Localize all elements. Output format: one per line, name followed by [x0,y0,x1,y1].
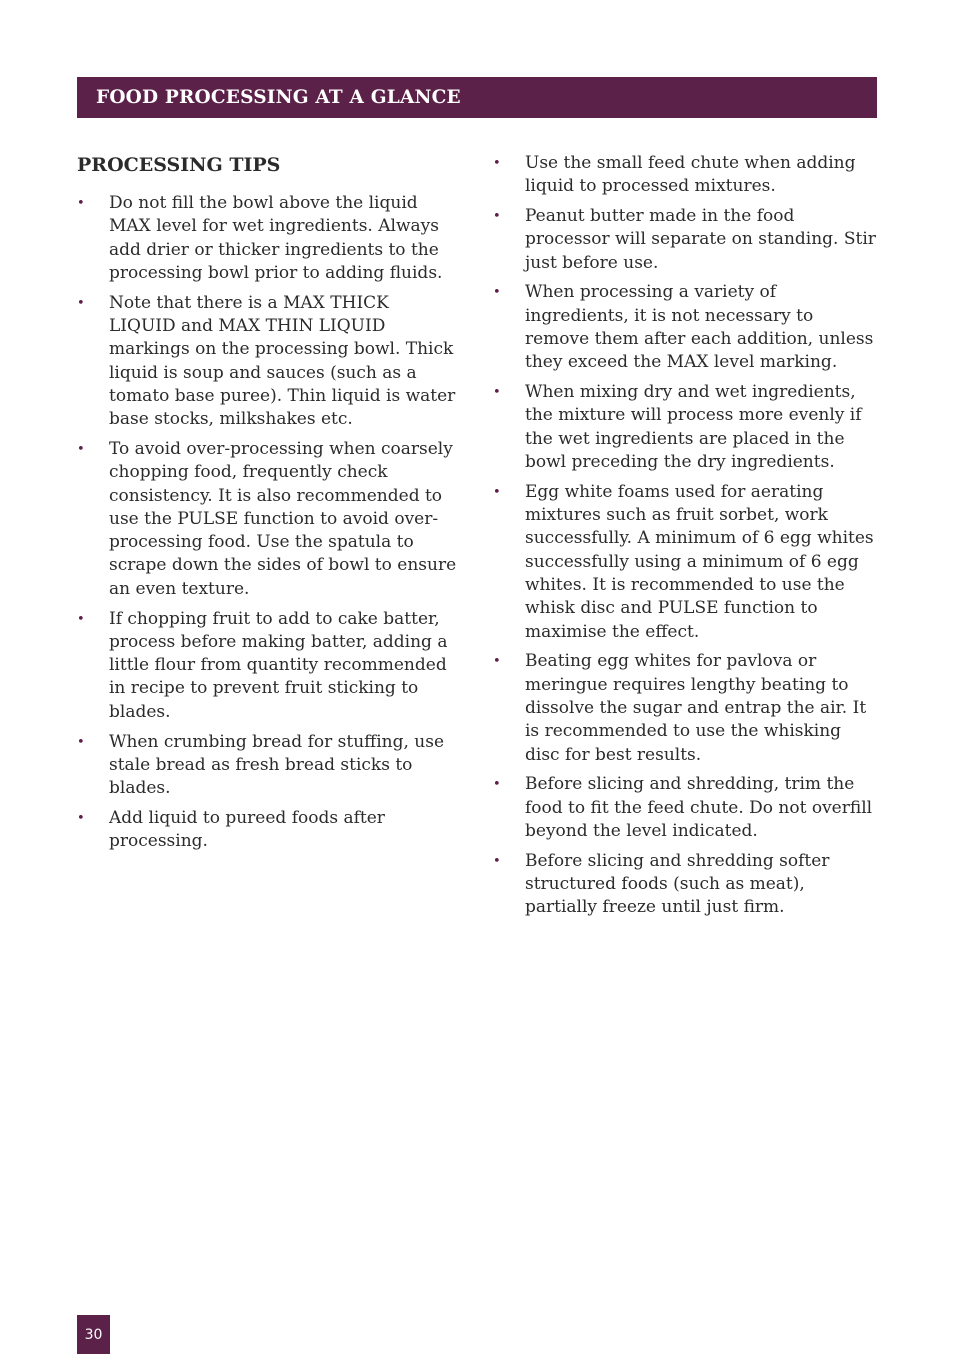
tip-text: Use the small feed chute when adding liquid to processed mixtures. [525,153,856,197]
tip-text: Before slicing and shredding softer structured foods (such as meat), partially freeze until just firm. [525,850,830,918]
bullet-icon: • [493,285,501,301]
left-column [77,152,459,860]
bullet-icon: • [493,484,501,500]
list-item [493,205,881,275]
tips-list-right [493,152,881,920]
list-item [77,608,459,724]
list-item [77,807,459,854]
tip-text: Peanut butter made in the food processor will separate on standing. Stir just before use. [525,206,876,273]
bullet-icon: • [493,156,501,171]
list-item [77,192,459,285]
section-heading: PROCESSING TIPS [77,154,281,176]
bullet-icon: • [493,853,501,869]
tip-text: Beating egg whites for pavlova or meringue requires lengthy beating to dissolve the sugar and entrap the air. It is recommended to use the whisking disc for best results. [525,651,867,765]
bullet-icon: • [493,209,501,225]
tip-text: To avoid over-processing when coarsely chopping food, frequently check consistency. It is also recommended to use the PULSE function to avoid over-processing food. Use the spatula to scrape down the sides of bowl to ensure an even texture. [109,438,457,599]
list-item [77,292,459,432]
list-item [493,650,881,766]
bullet-icon: • [77,810,85,826]
bullet-icon: • [493,654,501,670]
tip-text: When processing a variety of ingredients, it is not necessary to remove them after each addition, unless they exceed the MAX level marking. [525,282,874,373]
bullet-icon: • [77,196,85,211]
tip-text: Note that there is a MAX THICK LIQUID and MAX THIN LIQUID markings on the processing bowl. Thick liquid is soup and sauces (such as a tomato base puree). Thin liquid is water base stocks, milkshakes etc. [109,292,456,430]
tip-text: When crumbing bread for stuffing, use stale bread as fresh bread sticks to blades. [109,731,445,799]
list-item [493,152,881,199]
bullet-icon: • [77,734,85,750]
bullet-icon: • [77,295,85,311]
list-item [77,438,459,601]
list-item [493,773,881,843]
list-item [493,481,881,644]
tip-text: Add liquid to pureed foods after processing. [109,807,385,852]
tip-text: If chopping fruit to add to cake batter, process before making batter, adding a little flour from quantity recommended in recipe to prevent fruit sticking to blades. [109,608,448,722]
bullet-icon: • [493,777,501,793]
page-number [77,1315,110,1354]
bullet-icon: • [77,441,85,457]
page-number-text: 30 [84,1326,103,1343]
banner-title: FOOD PROCESSING AT A GLANCE [96,87,461,108]
section-banner [77,77,877,118]
list-item [493,381,881,474]
tip-text: Egg white foams used for aerating mixtures such as fruit sorbet, work successfully. A minimum of 6 egg whites successfully using a minimum of 6 egg whites. It is recommended to use the whisk disc and PULSE function to maximise the effect. [525,481,874,642]
tips-list-left [77,192,459,854]
tip-text: Before slicing and shredding, trim the food to fit the feed chute. Do not overfill beyond the level indicated. [525,774,873,842]
list-item [493,850,881,920]
bullet-icon: • [77,611,85,627]
list-item [493,281,881,374]
bullet-icon: • [493,385,501,401]
tip-text: When mixing dry and wet ingredients, the mixture will process more evenly if the wet ingredients are placed in the bowl preceding the dry ingredients. [525,382,862,473]
list-item [77,731,459,801]
right-column [493,152,881,926]
tip-text: Do not fill the bowl above the liquid MAX level for wet ingredients. Always add drier or thicker ingredients to the processing bowl prior to adding fluids. [109,193,443,283]
